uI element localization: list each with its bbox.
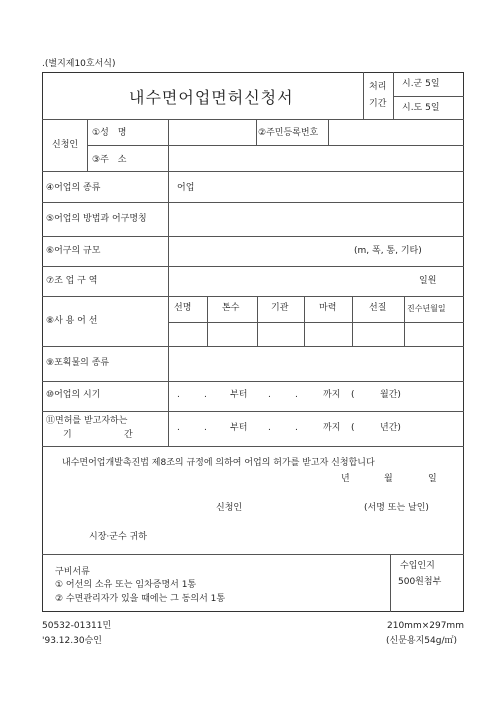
fishery-type-value: 어업 — [177, 183, 195, 193]
footer-form-code: 50532-01311민 — [42, 621, 112, 631]
rule-row7-bottom — [42, 296, 464, 297]
rule-processing-mid — [393, 96, 464, 97]
vessel-col-launch-date: 진수년월일 — [407, 304, 446, 313]
rule-declaration-bottom — [42, 554, 464, 555]
declaration-text: 내수면어업개발촉진법 제8조의 규정에 의하여 어업의 허가를 받고자 신청합니다 — [62, 458, 375, 468]
license-period-dot-3: . — [268, 423, 271, 433]
rule-row5-bottom — [42, 236, 464, 237]
rule-row8-bottom — [42, 346, 464, 347]
form-frame — [42, 72, 464, 612]
documents-item-2: ② 수면관리자가 있을 때에는 그 동의서 1통 — [55, 594, 226, 604]
addressee: 시장·군수 귀하 — [89, 532, 147, 542]
license-period-dot-4: . — [295, 423, 298, 433]
vessel-col-name: 선명 — [174, 303, 192, 313]
license-period-from: 부터 — [230, 423, 248, 433]
vessel-col-engine: 기관 — [271, 303, 289, 313]
processing-city-county: 시.군 5일 — [402, 79, 440, 89]
rule-label-column — [168, 119, 169, 446]
period-label: ⑩어업의 시기 — [46, 390, 101, 400]
period-dot-1: . — [177, 390, 180, 400]
rule-applicant-group-right — [87, 119, 88, 171]
license-period-paren: ( — [351, 423, 355, 433]
period-paren: ( — [351, 390, 355, 400]
footer-paper-type: (신문용지54g/㎡) — [386, 636, 457, 646]
rule-vessel-header — [168, 322, 464, 323]
declaration-month: 월 — [384, 474, 393, 484]
address-label: ③주 소 — [92, 155, 127, 165]
license-period-until: 까지 — [323, 423, 341, 433]
rule-row10-bottom — [42, 411, 464, 412]
footer-approval: '93.12.30승인 — [42, 636, 102, 646]
period-dot-3: . — [268, 390, 271, 400]
vessel-col-tonnage: 톤수 — [222, 303, 240, 313]
processing-label-top: 처리 — [369, 82, 387, 92]
footer-paper-size: 210mm×297mm — [387, 621, 464, 631]
rule-vessel-col1 — [207, 296, 208, 346]
rule-rrn-right — [328, 119, 329, 145]
applicant-group-label: 신청인 — [52, 140, 79, 150]
gear-size-label: ⑥어구의 규모 — [46, 246, 101, 256]
name-label: ①성 명 — [92, 128, 127, 138]
form-title: 내수면어업면허신청서 — [129, 88, 294, 107]
processing-label-bottom: 기간 — [369, 99, 387, 109]
rrn-label: ②주민등록번호 — [258, 128, 319, 138]
declaration-year: 년 — [341, 474, 350, 484]
license-period-years: 년간) — [380, 423, 401, 433]
signature-hint: (서명 또는 날인) — [364, 503, 429, 513]
rule-title-bottom — [42, 119, 464, 120]
fishery-type-label: ④어업의 종류 — [46, 183, 101, 193]
rule-row11-bottom — [42, 446, 464, 447]
rule-vessel-col3 — [304, 296, 305, 346]
rule-applicant-bottom — [42, 171, 464, 172]
period-months: 월간) — [380, 390, 401, 400]
rule-title-right — [363, 72, 364, 119]
revenue-stamp-line-2: 500원첨부 — [398, 577, 442, 587]
rule-processing-label-right — [393, 72, 394, 119]
rule-stamp-left — [390, 554, 391, 612]
period-until: 까지 — [323, 390, 341, 400]
rule-row4-bottom — [42, 202, 464, 203]
license-period-label-2a: 기 — [63, 430, 72, 440]
rule-name-right — [256, 119, 257, 145]
vessel-col-hull: 선질 — [369, 303, 387, 313]
rule-vessel-col4 — [352, 296, 353, 346]
documents-item-1: ① 어선의 소유 또는 임차증명서 1통 — [55, 580, 197, 590]
rule-vessel-col5 — [404, 296, 405, 346]
period-dot-2: . — [204, 390, 207, 400]
license-period-label-2b: 간 — [124, 430, 133, 440]
zone-suffix: 일원 — [419, 276, 437, 286]
rule-vessel-col2 — [257, 296, 258, 346]
documents-heading: 구비서류 — [55, 567, 90, 577]
processing-province: 시.도 5일 — [402, 103, 440, 113]
period-dot-4: . — [295, 390, 298, 400]
revenue-stamp-line-1: 수입인지 — [400, 561, 435, 571]
period-from: 부터 — [230, 390, 248, 400]
declaration-day: 일 — [428, 474, 437, 484]
method-label: ⑤어업의 방법과 어구명칭 — [46, 214, 147, 224]
vessel-col-horsepower: 마력 — [319, 303, 337, 313]
gear-size-hint: (m, 폭, 통, 기타) — [354, 246, 422, 256]
vessel-label: ⑧사 용 어 선 — [46, 316, 98, 326]
rule-row6-bottom — [42, 266, 464, 267]
rule-row9-bottom — [42, 381, 464, 382]
license-period-dot-1: . — [177, 423, 180, 433]
license-period-label-1: ⑪면허를 받고자하는 — [46, 416, 128, 426]
declaration-applicant-label: 신청인 — [216, 503, 243, 513]
catch-label: ⑨포획물의 종류 — [46, 358, 110, 368]
form-code: .(별지제10호서식) — [42, 59, 116, 69]
license-period-dot-2: . — [204, 423, 207, 433]
zone-label: ⑦조 업 구 역 — [46, 276, 98, 286]
rule-applicant-mid — [87, 145, 464, 146]
